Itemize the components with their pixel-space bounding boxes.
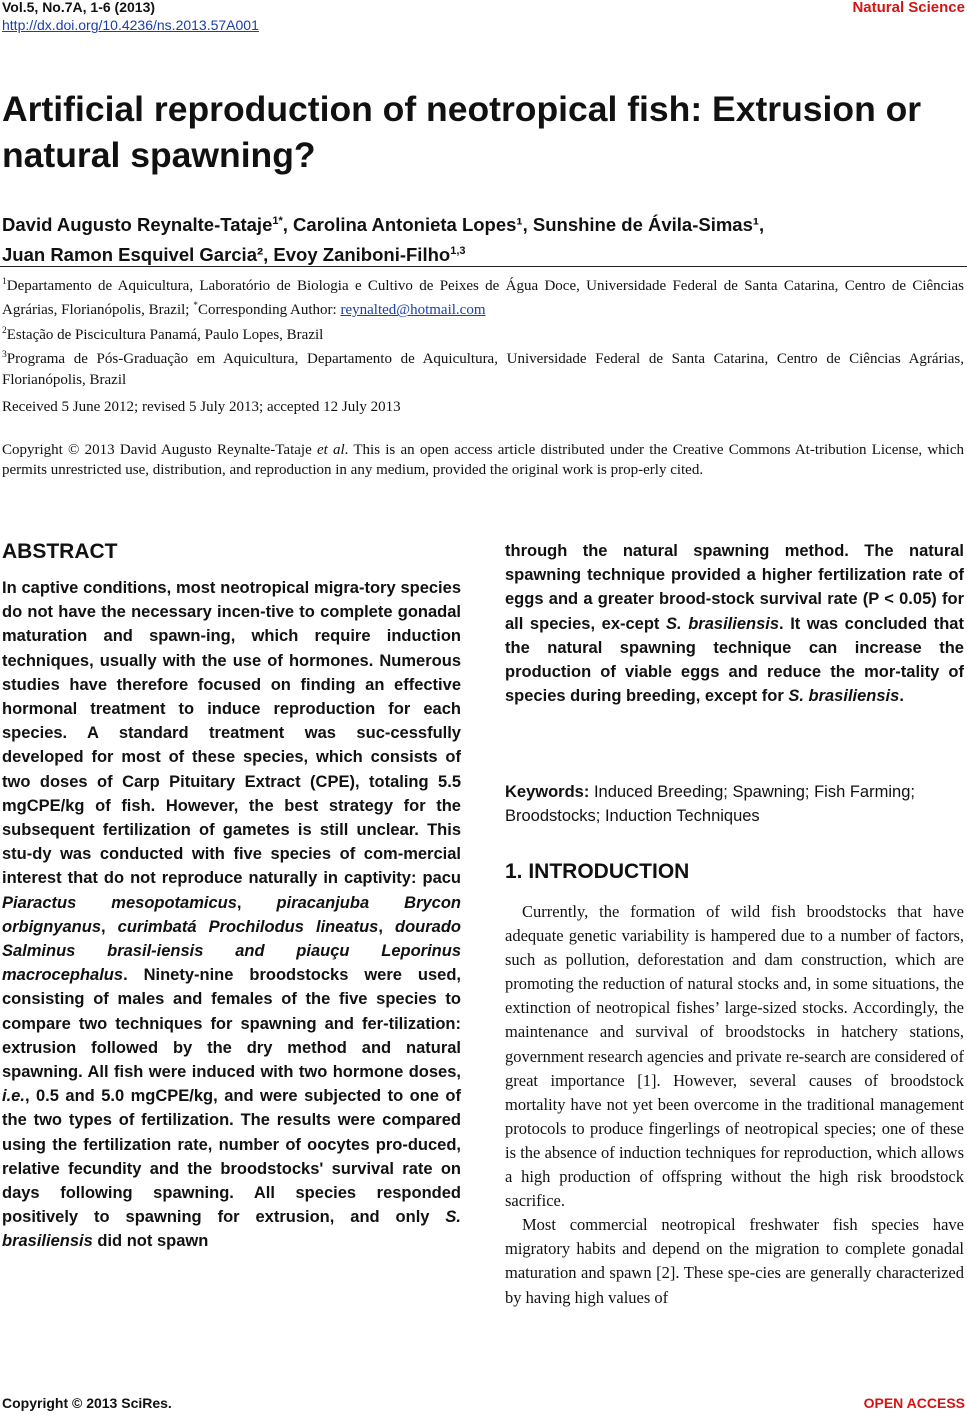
header-divider <box>0 266 967 267</box>
paper-title: Artificial reproduction of neotropical fish: Extrusion or natural spawning? <box>2 89 922 175</box>
introduction-body <box>505 900 964 1310</box>
affiliation-marker: 3 <box>2 350 7 361</box>
affiliation-1 <box>2 272 964 321</box>
keywords-label: Keywords: <box>505 783 590 801</box>
corresponding-marker: * <box>193 301 198 312</box>
abstract-text: In captive conditions, most neotropical migra-tory species do not have the necessary incen-tive to complete gonadal maturation and spawn-ing, which require induction techniques, usually with the use of hormones. Numerous studies have therefore focused on finding an effective hormonal treatment to induce reproduction for each species. A standard treatment was suc-cessfully developed for most of these species, which consists of two doses of Carp Pituitary Extract (CPE), totaling 5.5 mgCPE/kg of fish. However, the best strategy for the subsequent fertilization of gametes is still unclear. This stu-dy was conducted with five species of com-mercial interest that do not reproduce naturally in captivity: pacu <box>2 579 461 888</box>
et-al: et al <box>316 442 345 458</box>
email-link[interactable]: reynalted@hotmail.com <box>340 302 486 319</box>
abstract-body-col1 <box>2 576 461 1254</box>
page-header <box>0 0 967 40</box>
corresponding-label: Corresponding Author: <box>197 302 341 319</box>
abstract-text: , <box>236 893 277 912</box>
affiliation-marker: 2 <box>2 325 7 336</box>
affiliation-text: Departamento de Aquicultura, Laboratório de Biologia e Cultivo de Peixes de Água Doce, Universidade Federal de Santa Catarina, Centro de Ciências Agrárias, Florianópolis, Brazil; <box>2 278 964 319</box>
abstract-text: . It was concluded that the natural spawning technique can increase the production of viable eggs and reduce the mor-tality of species during breeding, except for <box>505 614 964 706</box>
author-name: David Augusto Reynalte-Tataje <box>2 214 273 236</box>
copyright-notice <box>2 440 964 481</box>
affiliation-text: Programa de Pós-Graduação em Aquicultura, Departamento de Aquicultura, Universidade Federal de Santa Catarina, Centro de Ciências Agrárias, Florianópolis, Brazil <box>2 351 964 388</box>
abstract-heading: ABSTRACT <box>2 540 118 563</box>
affiliations <box>2 272 964 390</box>
species-name: S. brasiliensis <box>2 1208 461 1251</box>
species-name: dourado Salminus brasil-iensis and piauçu Leporinus macrocephalus <box>2 917 462 985</box>
author-names: Juan Ramon Esquivel Garcia², Evoy Zaniboni-Filho <box>2 244 451 266</box>
affiliation-2 <box>2 321 964 345</box>
abstract-text: through the natural spawning method. The natural spawning technique provided a higher fertilization rate of eggs and a greater brood-stock survival rate (P < 0.05) for all species, ex-cept <box>505 542 964 633</box>
species-name: S. brasiliensis <box>666 614 780 633</box>
abstract-text: , 0.5 and 5.0 mgCPE/kg, and were subjected to one of the two types of fertilization. The results were compared using the fertilization rate, number of oocytes pro-duced, relative fecundity and the broodstocks' survival rate on days following spawning. All species responded positively to spawning for extrusion, and only <box>2 1087 461 1227</box>
species-name: piracanjuba Brycon orbignyanus <box>2 893 462 936</box>
author-superscript: 1,3 <box>450 245 466 258</box>
abstract-text: . <box>899 687 904 706</box>
received-dates: Received 5 June 2012; revised 5 July 2013; accepted 12 July 2013 <box>2 399 401 415</box>
introduction-heading: 1. INTRODUCTION <box>505 860 690 883</box>
footer-copyright: Copyright © 2013 SciRes. <box>2 1395 172 1411</box>
author-superscript: 1* <box>272 215 283 227</box>
footer-open-access: OPEN ACCESS <box>863 1395 965 1411</box>
affiliation-text: Estação de Piscicultura Panamá, Paulo Lopes, Brazil <box>6 326 324 343</box>
abstract-text: , <box>101 917 118 936</box>
copyright-text: . This is an open access article distributed under the Creative Commons At-tribution License, which permits unrestricted use, distribution, and reproduction in any medium, provided the original work is prop-erly cited. <box>2 442 964 479</box>
intro-paragraph-2: Most commercial neotropical freshwater fish species have migratory habits and depend on the migration to complete gonadal maturation and spawn [2]. These spe-cies are generally characterized by having high values of <box>505 1215 964 1307</box>
abstract-text: , <box>378 917 396 936</box>
copyright-text: Copyright © 2013 David Augusto Reynalte-Tataje <box>2 442 317 458</box>
abstract-text: did not spawn <box>92 1232 209 1251</box>
abstract-body-col2 <box>505 539 964 708</box>
doi-link[interactable]: http://dx.doi.org/10.4236/ns.2013.57A001 <box>2 17 259 33</box>
keywords-text: Induced Breeding; Spawning; Fish Farming; Broodstocks; Induction Techniques <box>505 783 915 826</box>
species-name: Piaractus mesopotamicus <box>2 893 237 912</box>
journal-name: Natural Science <box>852 0 965 16</box>
affiliation-marker: 1 <box>2 277 7 287</box>
intro-paragraph-1: Currently, the formation of wild fish broodstocks that have adequate genetic variability is hampered due to a number of factors, such as pollution, deforestation and dam construction, which are promoting the reduction of natural stocks and, in some situations, the extinction of neotropical fishes’ large-sized stocks. Accordingly, the maintenance and survival of broodstocks in hatchery stations, government research agencies and private re-search are considered of great importance [1]. However, several causes of broodstock mortality have not yet been overcome in the traditional management protocols to produce fingerlings of neotropical species; one of these is the absence of induction techniques for reproduction, which allows a high production of offspring without the high risk broodstock sacrifice. <box>505 902 965 1211</box>
species-name: S. brasiliensis <box>788 687 900 706</box>
abstract-text: . Ninety-nine broodstocks were used, consisting of males and females of the five species to compare two techniques for spawning and fer-tilization: extrusion followed by the dry method and natural spawning. All fish were induced with two hormone doses, <box>2 966 461 1082</box>
keywords <box>505 780 964 828</box>
abbreviation: i.e. <box>2 1087 25 1106</box>
author-list <box>2 208 962 268</box>
species-name: curimbatá Prochilodus lineatus <box>117 917 379 936</box>
author-names: , Carolina Antonieta Lopes¹, Sunshine de Ávila-Simas¹, <box>282 214 765 236</box>
journal-issue: Vol.5, No.7A, 1-6 (2013) <box>2 0 156 15</box>
affiliation-3 <box>2 345 964 390</box>
